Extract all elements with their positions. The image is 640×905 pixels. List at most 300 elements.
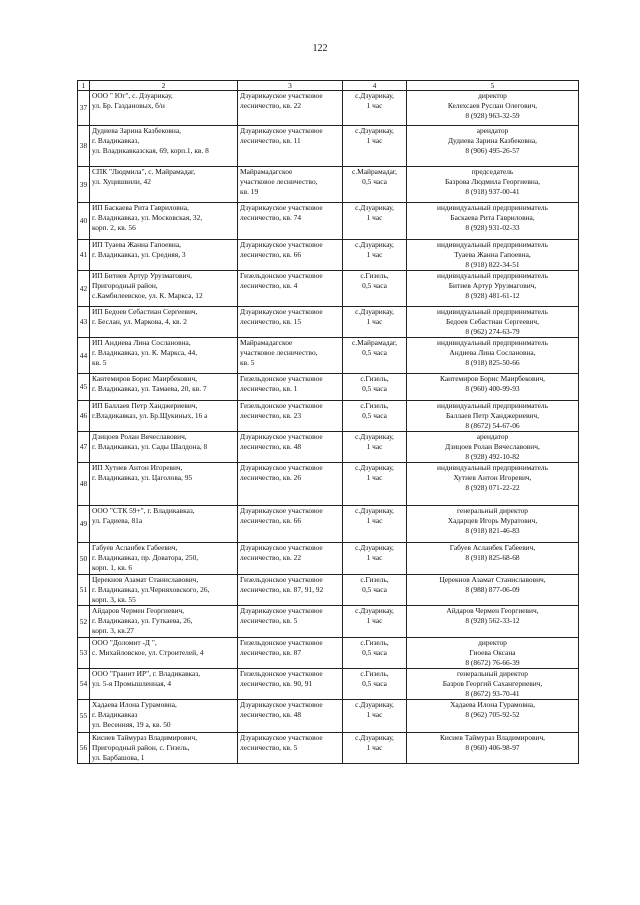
forestry-cell-line: Дзуарикауское участковое xyxy=(240,307,323,316)
location-cell-line: с.Дзуарикау, xyxy=(355,733,394,742)
forestry-cell xyxy=(238,638,343,669)
contact-cell-line: председатель xyxy=(471,167,514,176)
table-row xyxy=(78,506,579,543)
contact-cell xyxy=(407,203,579,240)
table-row xyxy=(78,606,579,638)
contact-cell xyxy=(407,638,579,669)
contact-cell-line: Базрова Людмила Георгиевна, xyxy=(445,177,540,186)
forestry-cell-line: участковое лесничество, xyxy=(240,348,318,357)
org-cell xyxy=(90,401,238,432)
header-cell: 5 xyxy=(407,81,579,91)
contact-cell xyxy=(407,575,579,606)
location-cell-line: с.Дзуарикау, xyxy=(355,91,394,100)
row-number: 44 xyxy=(78,338,90,374)
forestry-cell-line: Гизельдонское участковое xyxy=(240,638,323,647)
contact-cell-line: 8 (988) 877-06-09 xyxy=(465,585,520,594)
row-number: 46 xyxy=(78,401,90,432)
forestry-cell-line: лесничество, кв. 1 xyxy=(240,384,298,393)
row-number: 47 xyxy=(78,432,90,463)
location-cell xyxy=(343,432,407,463)
forestry-cell xyxy=(238,338,343,374)
contact-cell-line: Туаева Жанна Гапоевна, xyxy=(454,250,531,259)
org-cell-line: корп. 1, кв. 6 xyxy=(92,563,133,572)
contact-cell xyxy=(407,167,579,203)
forestry-cell xyxy=(238,374,343,401)
location-cell-line: с.Дзуарикау, xyxy=(355,606,394,615)
contact-cell-line: Дудиева Зарина Казбековна, xyxy=(448,136,537,145)
org-cell-line: с. Михайловское, ул. Строителей, 4 xyxy=(92,648,204,657)
forestry-cell-line: Гизельдонское участковое xyxy=(240,401,323,410)
org-cell-line: ИП Баллаев Петр Ханджериевич, xyxy=(92,401,198,410)
forestry-cell-line: Дзуарикауское участковое xyxy=(240,506,323,515)
contact-cell-line: 8 (928) 481-61-12 xyxy=(465,291,520,300)
org-cell xyxy=(90,543,238,575)
forestry-cell-line: лесничество, кв. 66 xyxy=(240,516,302,525)
org-cell-line: ИП Битиев Артур Урузмагович, xyxy=(92,271,192,280)
location-cell-line: 1 час xyxy=(366,101,383,110)
forestry-cell-line: лесничество, кв. 22 xyxy=(240,553,302,562)
contact-cell-line: 8 (960) 406-98-97 xyxy=(465,743,520,752)
contact-cell-line: 8 (928) 931-02-33 xyxy=(465,223,520,232)
location-cell xyxy=(343,126,407,167)
forestry-cell xyxy=(238,606,343,638)
contact-cell-line: Андиева Лина Сослановна, xyxy=(449,348,536,357)
table-row xyxy=(78,575,579,606)
location-cell-line: 0,5 часа xyxy=(362,177,387,186)
org-cell-line: ООО "Гранит ИР", г. Владикавказ, xyxy=(92,669,201,678)
contact-cell-line: индивидуальный предприниматель xyxy=(437,240,548,249)
contact-cell xyxy=(407,271,579,307)
org-cell-line: г. Владикавказ, ул.Черняховского, 26, xyxy=(92,585,210,594)
org-cell-line: ИП Туаева Жанна Гапоевна, xyxy=(92,240,181,249)
forestry-cell xyxy=(238,91,343,126)
forestry-cell-line: лесничество, кв. 22 xyxy=(240,101,302,110)
contact-cell-line: Гиоева Оксана xyxy=(469,648,516,657)
location-cell-line: 0,5 часа xyxy=(362,648,387,657)
row-number: 40 xyxy=(78,203,90,240)
forestry-cell xyxy=(238,240,343,271)
forestry-cell-line: лесничество, кв. 87, 91, 92 xyxy=(240,585,324,594)
location-cell xyxy=(343,700,407,733)
contact-cell-line: Бедоев Себастиан Сергеевич, xyxy=(446,317,539,326)
location-cell-line: с.Майрамадаг, xyxy=(352,167,397,176)
location-cell-line: 1 час xyxy=(366,743,383,752)
forestry-cell-line: Дзуарикауское участковое xyxy=(240,463,323,472)
contact-cell-line: индивидуальный предприниматель xyxy=(437,307,548,316)
forestry-cell xyxy=(238,432,343,463)
location-cell xyxy=(343,338,407,374)
contact-cell xyxy=(407,374,579,401)
org-cell-line: Дудиева Зарина Казбековна, xyxy=(92,126,181,135)
forestry-cell-line: лесничество, кв. 11 xyxy=(240,136,301,145)
location-cell-line: с.Гизель, xyxy=(360,401,389,410)
forestry-cell xyxy=(238,167,343,203)
contact-cell-line: 8 (906) 495-26-57 xyxy=(465,146,520,155)
location-cell-line: с.Гизель, xyxy=(360,669,389,678)
org-cell-line: ИП Андиева Лина Сослановна, xyxy=(92,338,191,347)
forestry-cell xyxy=(238,575,343,606)
location-cell xyxy=(343,374,407,401)
org-cell-line: г. Владикавказ, xyxy=(92,136,140,145)
forestry-cell xyxy=(238,307,343,338)
row-number: 45 xyxy=(78,374,90,401)
table-row xyxy=(78,338,579,374)
forestry-cell-line: лесничество, кв. 5 xyxy=(240,616,298,625)
contact-cell-line: индивидуальный предприниматель xyxy=(437,203,548,212)
location-cell xyxy=(343,575,407,606)
location-cell-line: с.Дзуарикау, xyxy=(355,240,394,249)
contact-cell-line: 8 (928) 562-33-12 xyxy=(465,616,520,625)
org-cell-line: ИП Баскаева Рита Гавриловна, xyxy=(92,203,189,212)
contact-cell xyxy=(407,669,579,700)
contact-cell-line: Габуев Асланбек Габеевич, xyxy=(449,543,536,552)
org-cell xyxy=(90,575,238,606)
location-cell-line: 0,5 часа xyxy=(362,585,387,594)
contact-cell-line: 8 (918) 937-00-41 xyxy=(465,187,520,196)
forestry-cell-line: лесничество, кв. 74 xyxy=(240,213,302,222)
location-cell-line: с.Гизель, xyxy=(360,575,389,584)
contact-cell-line: директор xyxy=(478,91,507,100)
row-number: 56 xyxy=(78,733,90,764)
forestry-cell-line: лесничество, кв. 15 xyxy=(240,317,302,326)
contact-cell-line: директор xyxy=(478,638,507,647)
table-row xyxy=(78,126,579,167)
contact-cell-line: 8 (8672) 54-67-06 xyxy=(465,421,520,430)
org-cell-line: г.Владикавказ, ул. Бр.Щукиных, 16 а xyxy=(92,411,208,420)
location-cell xyxy=(343,606,407,638)
forestry-cell-line: лесничество, кв. 4 xyxy=(240,281,298,290)
forestry-cell-line: лесничество, кв. 48 xyxy=(240,710,302,719)
location-cell xyxy=(343,91,407,126)
org-cell xyxy=(90,733,238,764)
contact-cell xyxy=(407,126,579,167)
org-cell xyxy=(90,463,238,506)
location-cell xyxy=(343,240,407,271)
org-cell-line: г. Владикавказ, ул. Сады Шалдона, 8 xyxy=(92,442,208,451)
contact-cell xyxy=(407,506,579,543)
location-cell xyxy=(343,543,407,575)
org-cell-line: ООО "Доломит -Д ", xyxy=(92,638,157,647)
contact-cell-line: генеральный директор xyxy=(457,669,528,678)
contact-cell-line: 8 (960) 400-99-93 xyxy=(465,384,520,393)
location-cell-line: 0,5 часа xyxy=(362,411,387,420)
location-cell-line: 1 час xyxy=(366,473,383,482)
row-number: 51 xyxy=(78,575,90,606)
forestry-cell xyxy=(238,126,343,167)
contact-cell-line: 8 (928) 963-32-59 xyxy=(465,111,520,120)
location-cell-line: 1 час xyxy=(366,516,383,525)
location-cell-line: с.Майрамадаг, xyxy=(352,338,397,347)
table-row xyxy=(78,374,579,401)
contact-cell xyxy=(407,338,579,374)
forestry-cell-line: лесничество, кв. 48 xyxy=(240,442,302,451)
location-cell xyxy=(343,203,407,240)
contact-cell-line: 8 (8672) 76-66-39 xyxy=(465,658,520,667)
org-cell-line: с.Камбилеевское, ул. К. Маркса, 12 xyxy=(92,291,203,300)
table-row xyxy=(78,463,579,506)
org-cell xyxy=(90,126,238,167)
row-number: 37 xyxy=(78,91,90,126)
contact-cell xyxy=(407,733,579,764)
org-cell-line: г. Владикавказ, пр. Доватора, 250, xyxy=(92,553,199,562)
table-row xyxy=(78,167,579,203)
contact-cell-line: Кисиев Таймураз Владимирович, xyxy=(439,733,546,742)
contact-cell-line: 8 (928) 492-10-82 xyxy=(465,452,520,461)
location-cell-line: с.Дзуарикау, xyxy=(355,506,394,515)
org-cell-line: ООО " Юг", с. Дзуарикау, xyxy=(92,91,173,100)
org-cell-line: СПК "Людмила", с. Майрамадаг, xyxy=(92,167,196,176)
contact-cell-line: индивидуальный предприниматель xyxy=(437,271,548,280)
location-cell-line: 1 час xyxy=(366,317,383,326)
org-cell-line: г. Владикавказ, ул. Московская, 32, xyxy=(92,213,203,222)
location-cell-line: 1 час xyxy=(366,136,383,145)
contact-cell xyxy=(407,543,579,575)
location-cell-line: 1 час xyxy=(366,213,383,222)
contact-cell-line: индивидуальный предприниматель xyxy=(437,338,548,347)
location-cell xyxy=(343,401,407,432)
forestry-cell-line: лесничество, кв. 26 xyxy=(240,473,302,482)
org-cell xyxy=(90,240,238,271)
forestry-cell-line: Дзуарикауское участковое xyxy=(240,432,323,441)
contact-cell xyxy=(407,606,579,638)
forestry-cell xyxy=(238,543,343,575)
org-cell-line: Пригородный район, xyxy=(92,281,158,290)
header-cell: 3 xyxy=(238,81,343,91)
org-cell-line: Кисиев Таймураз Владимирович, xyxy=(92,733,198,742)
forestry-cell-line: кв. 19 xyxy=(240,187,259,196)
header-cell: 4 xyxy=(343,81,407,91)
org-cell xyxy=(90,432,238,463)
contact-cell-line: Хадарцев Игорь Муратович, xyxy=(447,516,538,525)
table-row xyxy=(78,638,579,669)
org-cell-line: г. Владикавказ, ул. Цаголова, 95 xyxy=(92,473,193,482)
org-cell-line: Габуев Асланбек Габеевич, xyxy=(92,543,178,552)
header-cell: 2 xyxy=(90,81,238,91)
contact-cell-line: Дзицоев Ролан Вячеславович, xyxy=(445,442,540,451)
row-number: 55 xyxy=(78,700,90,733)
forestry-cell-line: кв. 5 xyxy=(240,358,255,367)
contact-cell-line: индивидуальный предприниматель xyxy=(437,463,548,472)
location-cell-line: с.Дзуарикау, xyxy=(355,543,394,552)
location-cell-line: с.Гизель, xyxy=(360,271,389,280)
contact-cell-line: Битиев Артур Урузмагович, xyxy=(448,281,537,290)
forestry-cell-line: Дзуарикауское участковое xyxy=(240,543,323,552)
contact-cell-line: 8 (918) 825-50-66 xyxy=(465,358,520,367)
contact-cell xyxy=(407,401,579,432)
location-cell xyxy=(343,463,407,506)
forestry-cell-line: Дзуарикауское участковое xyxy=(240,91,323,100)
row-number: 39 xyxy=(78,167,90,203)
org-cell-line: корп. 3, кв. 55 xyxy=(92,595,136,604)
row-number: 52 xyxy=(78,606,90,638)
org-cell-line: ул. Владикавказская, 69, корп.1, кв. 8 xyxy=(92,146,209,155)
location-cell xyxy=(343,506,407,543)
location-cell xyxy=(343,307,407,338)
location-cell-line: 0,5 часа xyxy=(362,281,387,290)
table-row xyxy=(78,271,579,307)
row-number: 38 xyxy=(78,126,90,167)
contact-cell-line: арендатор xyxy=(476,432,509,441)
location-cell-line: 1 час xyxy=(366,616,383,625)
forestry-cell-line: Гизельдонское участковое xyxy=(240,271,323,280)
location-cell-line: 0,5 часа xyxy=(362,348,387,357)
row-number: 49 xyxy=(78,506,90,543)
org-cell-line: кв. 5 xyxy=(92,358,107,367)
registry-table xyxy=(77,80,579,764)
row-number: 48 xyxy=(78,463,90,506)
org-cell-line: корп. 3, кв.27 xyxy=(92,626,134,635)
contact-cell-line: Хутиев Антон Игоревич, xyxy=(453,473,532,482)
row-number: 53 xyxy=(78,638,90,669)
contact-cell xyxy=(407,91,579,126)
org-cell-line: корп. 2, кв. 56 xyxy=(92,223,136,232)
contact-cell-line: Келехсаев Руслан Олегович, xyxy=(447,101,538,110)
org-cell-line: г. Владикавказ, ул. Гуткаева, 26, xyxy=(92,616,193,625)
table-row xyxy=(78,401,579,432)
contact-cell-line: 8 (8672) 93-70-41 xyxy=(465,689,520,698)
contact-cell-line: Баскаева Рита Гавриловна, xyxy=(450,213,535,222)
location-cell xyxy=(343,167,407,203)
contact-cell-line: Базров Георгий Сахангериевич, xyxy=(442,679,543,688)
org-cell-line: г. Владикавказ, ул. Средняя, 3 xyxy=(92,250,186,259)
forestry-cell-line: Дзуарикауское участковое xyxy=(240,126,323,135)
location-cell-line: 1 час xyxy=(366,442,383,451)
location-cell-line: 1 час xyxy=(366,553,383,562)
contact-cell-line: Баллаев Петр Ханджериевич, xyxy=(446,411,539,420)
location-cell-line: 1 час xyxy=(366,250,383,259)
location-cell-line: с.Гизель, xyxy=(360,374,389,383)
contact-cell-line: арендатор xyxy=(476,126,509,135)
table-row xyxy=(78,700,579,733)
location-cell-line: с.Гизель, xyxy=(360,638,389,647)
contact-cell-line: 8 (962) 274-63-79 xyxy=(465,327,520,336)
contact-cell-line: Хадаева Илона Гурамовна, xyxy=(450,700,535,709)
org-cell-line: г. Беслан, ул. Маркова, 4, кв. 2 xyxy=(92,317,187,326)
org-cell-line: ИП Бедоев Себастиан Сергеевич, xyxy=(92,307,198,316)
location-cell-line: с.Дзуарикау, xyxy=(355,203,394,212)
location-cell xyxy=(343,271,407,307)
page-number: 122 xyxy=(312,43,328,54)
contact-cell-line: Церекнов Азамат Станиславович, xyxy=(439,575,546,584)
org-cell xyxy=(90,638,238,669)
table-row xyxy=(78,91,579,126)
forestry-cell-line: Гизельдонское участковое xyxy=(240,575,323,584)
org-cell-line: г. Владикавказ xyxy=(92,710,138,719)
location-cell-line: 1 час xyxy=(366,710,383,719)
forestry-cell xyxy=(238,271,343,307)
table-row xyxy=(78,432,579,463)
location-cell-line: с.Дзуарикау, xyxy=(355,700,394,709)
org-cell-line: ул. 5-я Промышленная, 4 xyxy=(92,679,172,688)
contact-cell xyxy=(407,307,579,338)
org-cell xyxy=(90,307,238,338)
location-cell xyxy=(343,733,407,764)
contact-cell-line: 8 (918) 821-46-83 xyxy=(465,526,520,535)
org-cell-line: г. Владикавказ, ул. К. Маркса, 44, xyxy=(92,348,198,357)
row-number: 50 xyxy=(78,543,90,575)
org-cell-line: Пригородный район, с. Гизель, xyxy=(92,743,190,752)
org-cell-line: ул. Бр. Газдановых, б/н xyxy=(92,101,165,110)
org-cell xyxy=(90,606,238,638)
table-row xyxy=(78,203,579,240)
location-cell xyxy=(343,638,407,669)
location-cell-line: 0,5 часа xyxy=(362,384,387,393)
row-number: 43 xyxy=(78,307,90,338)
contact-cell xyxy=(407,463,579,506)
org-cell-line: ИП Хутиев Антон Игоревич, xyxy=(92,463,183,472)
row-number: 54 xyxy=(78,669,90,700)
org-cell-line: ул. Хуцишвили, 42 xyxy=(92,177,151,186)
contact-cell-line: Кантемиров Борис Маирбекович, xyxy=(439,374,546,383)
contact-cell-line: Айдаров Чермен Георгиевич, xyxy=(446,606,539,615)
contact-cell xyxy=(407,432,579,463)
forestry-cell xyxy=(238,463,343,506)
location-cell-line: 0,5 часа xyxy=(362,679,387,688)
table-row xyxy=(78,669,579,700)
forestry-cell xyxy=(238,506,343,543)
header-row xyxy=(78,81,579,91)
org-cell-line: ООО "СТК 59+", г. Владикавказ, xyxy=(92,506,195,515)
forestry-cell-line: Дзуарикауское участковое xyxy=(240,700,323,709)
org-cell xyxy=(90,700,238,733)
org-cell xyxy=(90,374,238,401)
org-cell-line: ул. Гадиева, 81а xyxy=(92,516,143,525)
contact-cell-line: 8 (928) 071-22-22 xyxy=(465,483,520,492)
org-cell-line: г. Владикавказ, ул. Тамаева, 20, кв. 7 xyxy=(92,384,207,393)
contact-cell-line: 8 (918) 825-68-68 xyxy=(465,553,520,562)
location-cell-line: с.Дзуарикау, xyxy=(355,463,394,472)
forestry-cell-line: Дзуарикауское участковое xyxy=(240,240,323,249)
org-cell-line: Хадаева Илона Гурамовна, xyxy=(92,700,177,709)
org-cell-line: Дзицоев Ролан Вячеславович, xyxy=(92,432,187,441)
forestry-cell-line: Майрамадагское xyxy=(240,338,293,347)
forestry-cell-line: лесничество, кв. 23 xyxy=(240,411,302,420)
org-cell-line: Айдаров Чермен Георгиевич, xyxy=(92,606,185,615)
org-cell xyxy=(90,669,238,700)
table-row xyxy=(78,543,579,575)
org-cell-line: ул. Барбашова, 1 xyxy=(92,753,145,762)
row-number: 41 xyxy=(78,240,90,271)
contact-cell-line: 8 (918) 822-34-51 xyxy=(465,260,520,269)
forestry-cell xyxy=(238,401,343,432)
table-row xyxy=(78,307,579,338)
forestry-cell-line: участковое лесничество, xyxy=(240,177,318,186)
org-cell xyxy=(90,338,238,374)
contact-cell xyxy=(407,700,579,733)
org-cell-line: Кантемиров Борис Маирбекович, xyxy=(92,374,198,383)
org-cell xyxy=(90,271,238,307)
forestry-cell xyxy=(238,733,343,764)
table-row xyxy=(78,733,579,764)
forestry-cell-line: Дзуарикауское участковое xyxy=(240,733,323,742)
contact-cell xyxy=(407,240,579,271)
forestry-cell-line: лесничество, кв. 90, 91 xyxy=(240,679,313,688)
location-cell xyxy=(343,669,407,700)
org-cell xyxy=(90,506,238,543)
table-row xyxy=(78,240,579,271)
org-cell xyxy=(90,167,238,203)
contact-cell-line: генеральный директор xyxy=(457,506,528,515)
forestry-cell-line: лесничество, кв. 66 xyxy=(240,250,302,259)
location-cell-line: с.Дзуарикау, xyxy=(355,432,394,441)
forestry-cell-line: Дзуарикауское участковое xyxy=(240,606,323,615)
org-cell-line: Церекнов Азамат Станиславович, xyxy=(92,575,199,584)
contact-cell-line: индивидуальный предприниматель xyxy=(437,401,548,410)
forestry-cell-line: лесничество, кв. 87 xyxy=(240,648,302,657)
header-cell: 1 xyxy=(78,81,90,91)
forestry-cell xyxy=(238,700,343,733)
location-cell-line: с.Дзуарикау, xyxy=(355,126,394,135)
